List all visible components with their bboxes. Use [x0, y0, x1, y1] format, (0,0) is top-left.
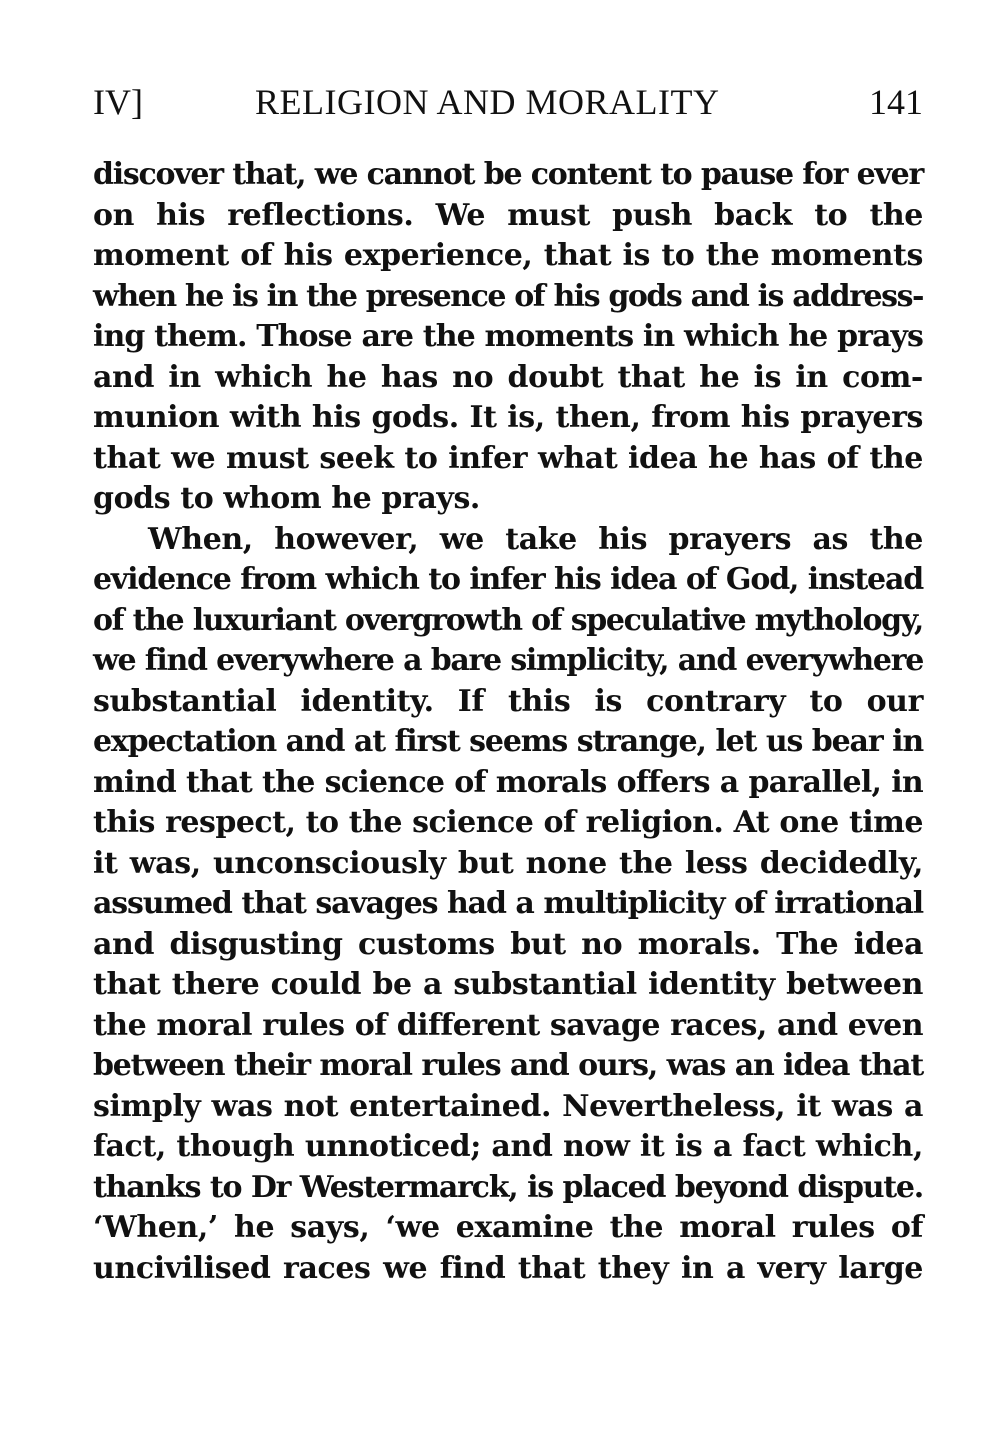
- text-line: it was, unconsciously but none the less decidedly,: [93, 845, 923, 881]
- chapter-marker: IV]: [93, 82, 143, 122]
- text-line: ‘When,’ he says, ‘we examine the moral rules of: [93, 1210, 923, 1245]
- text-line: discover that, we cannot be content to pause for ever: [93, 157, 923, 192]
- text-line: on his reflections. We must push back to the: [93, 197, 923, 233]
- text-line: when he is in the presence of his gods and is address-: [93, 278, 923, 314]
- text-line: munion with his gods. It is, then, from his prayers: [93, 400, 923, 435]
- text-line: we find everywhere a bare simplicity, and everywhere: [93, 643, 923, 678]
- text-line: simply was not entertained. Nevertheless, it was a: [93, 1088, 923, 1124]
- text-line: between their moral rules and ours, was an idea that: [93, 1048, 923, 1083]
- text-line: ing them. Those are the moments in which he prays: [93, 319, 923, 354]
- running-head: [93, 80, 923, 124]
- text-line: mind that the science of morals offers a parallel, in: [93, 764, 923, 800]
- text-line: substantial identity. If this is contrary to our: [93, 683, 923, 719]
- text-line: uncivilised races we find that they in a very large: [93, 1250, 923, 1286]
- text-line: this respect, to the science of religion. At one time: [93, 805, 923, 840]
- text-line: gods to whom he prays.: [93, 481, 480, 516]
- text-line: and in which he has no doubt that he is in com-: [93, 359, 923, 395]
- text-line: moment of his experience, that is to the moments: [93, 238, 923, 273]
- text-line: and disgusting customs but no morals. The idea: [93, 926, 923, 962]
- text-line: the moral rules of different savage races, and even: [93, 1007, 923, 1043]
- page-number: 141: [869, 82, 923, 122]
- text-line: expectation and at first seems strange, let us bear in: [93, 724, 923, 759]
- running-title: RELIGION AND MORALITY: [255, 82, 720, 122]
- text-line: that we must seek to infer what idea he has of the: [93, 440, 923, 476]
- text-line: assumed that savages had a multiplicity of irrational: [93, 886, 923, 921]
- body-text: [93, 155, 923, 1289]
- text-line: thanks to Dr Westermarck, is placed beyond dispute.: [93, 1169, 923, 1205]
- text-line: of the luxuriant overgrowth of speculative mythology,: [93, 602, 923, 638]
- text-line: evidence from which to infer his idea of God, instead: [93, 562, 923, 597]
- text-line: fact, though unnoticed; and now it is a fact which,: [93, 1129, 923, 1164]
- text-line: When, however, we take his prayers as the: [148, 521, 923, 557]
- text-line: that there could be a substantial identity between: [93, 967, 923, 1002]
